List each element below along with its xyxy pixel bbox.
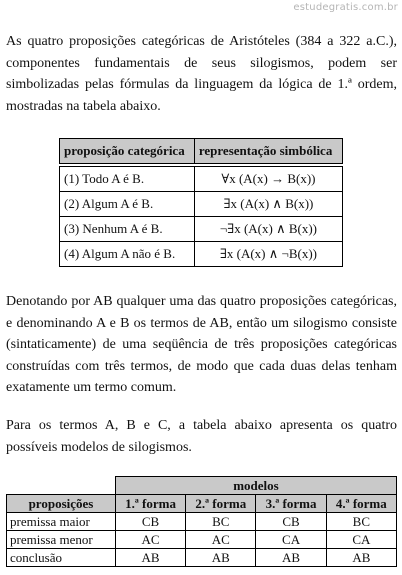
- table-row: [60, 217, 343, 242]
- table-row: [60, 192, 343, 217]
- header-representacao: representação simbólica: [194, 139, 342, 164]
- proposition-cell: (2) Algum A é B.: [60, 192, 195, 217]
- table-row: [7, 531, 397, 549]
- proposition-cell: (3) Nenhum A é B.: [60, 217, 195, 242]
- model-cell: AB: [256, 549, 326, 567]
- model-cell: CB: [256, 513, 326, 531]
- header-proposicoes: proposições: [7, 495, 116, 513]
- header-proposicao: proposição categórica: [60, 139, 195, 164]
- model-cell: AB: [115, 549, 185, 567]
- symbolic-cell: ∀x (A(x) → B(x)): [194, 167, 342, 192]
- header-forma-4: 4.ª forma: [326, 495, 396, 513]
- empty-corner: [7, 477, 116, 495]
- row-label: conclusão: [7, 549, 116, 567]
- syllogism-models-table: [6, 476, 397, 567]
- proposition-cell: (1) Todo A é B.: [60, 167, 195, 192]
- model-cell: CA: [326, 531, 396, 549]
- table2-group-header-row: [7, 477, 397, 495]
- table2-header-row: [7, 495, 397, 513]
- categorical-propositions-table: [59, 138, 343, 267]
- watermark: estudegratis.com.br: [293, 2, 398, 13]
- table-row: [7, 513, 397, 531]
- header-modelos: modelos: [115, 477, 396, 495]
- table-row: [60, 242, 343, 267]
- model-cell: AB: [186, 549, 256, 567]
- model-cell: CB: [115, 513, 185, 531]
- header-forma-2: 2.ª forma: [186, 495, 256, 513]
- intro-paragraph: As quatro proposições categóricas de Aristóteles (384 a 322 a.C.), componentes fundamentais de seus silogismos, podem ser simbolizadas pelas fórmulas da linguagem da lógica de 1.ª ordem, mostradas na tabela abaixo.: [6, 34, 397, 114]
- table-row: [60, 167, 343, 192]
- table1-header-row: [60, 139, 343, 164]
- table-row: [7, 549, 397, 567]
- model-cell: BC: [186, 513, 256, 531]
- proposition-cell: (4) Algum A não é B.: [60, 242, 195, 267]
- row-label: premissa menor: [7, 531, 116, 549]
- header-forma-3: 3.ª forma: [256, 495, 326, 513]
- symbolic-cell: ∃x (A(x) ∧ B(x)): [194, 192, 342, 217]
- model-cell: BC: [326, 513, 396, 531]
- syllogism-definition-paragraph: Denotando por AB qualquer uma das quatro proposições categóricas, e denominando A e B os termos de AB, então um silogismo consiste (sintaticamente) de uma seqüência de três proposições categóricas construídas com três termos, de modo que cada duas delas tenham exatamente um termo comum.: [6, 294, 397, 395]
- model-cell: AC: [115, 531, 185, 549]
- model-cell: AB: [326, 549, 396, 567]
- row-label: premissa maior: [7, 513, 116, 531]
- model-cell: AC: [186, 531, 256, 549]
- header-forma-1: 1.ª forma: [115, 495, 185, 513]
- symbolic-cell: ¬∃x (A(x) ∧ B(x)): [194, 217, 342, 242]
- models-intro-paragraph: Para os termos A, B e C, a tabela abaixo apresenta os quatro possíveis modelos de silogismos.: [6, 418, 397, 455]
- symbolic-cell: ∃x (A(x) ∧ ¬B(x)): [194, 242, 342, 267]
- model-cell: CA: [256, 531, 326, 549]
